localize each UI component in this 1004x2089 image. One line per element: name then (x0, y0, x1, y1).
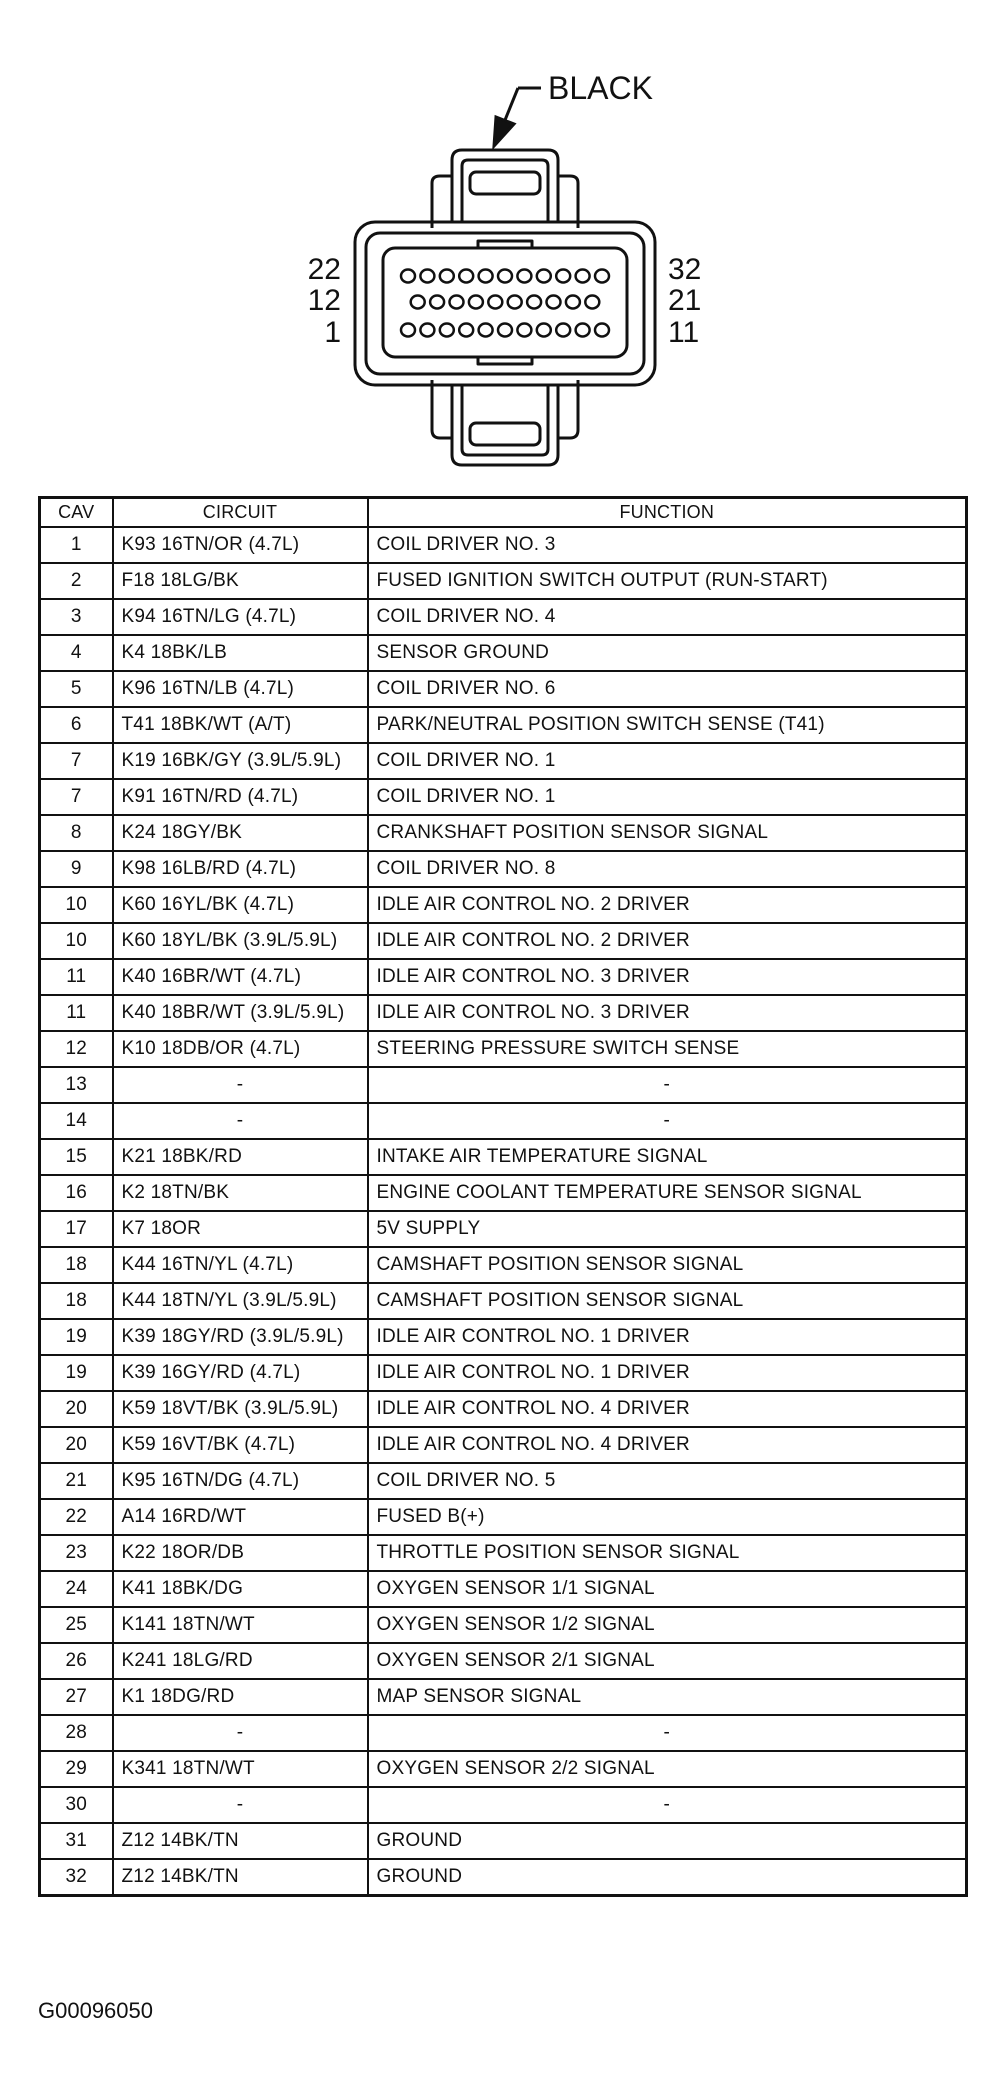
table-row (40, 1211, 967, 1247)
pin-cavity (537, 324, 551, 337)
pin-cavity (556, 324, 570, 337)
cav-cell: 26 (40, 1643, 113, 1679)
table-row (40, 743, 967, 779)
function-cell: IDLE AIR CONTROL NO. 3 DRIVER (368, 995, 967, 1031)
circuit-cell: - (113, 1715, 368, 1751)
header-function: FUNCTION (368, 498, 967, 528)
cav-cell: 16 (40, 1175, 113, 1211)
pin-cavity (576, 324, 590, 337)
table-row (40, 959, 967, 995)
cav-cell: 7 (40, 779, 113, 815)
pin-cavity (595, 270, 609, 283)
table-row (40, 1355, 967, 1391)
pin-cavity (420, 270, 434, 283)
cav-cell: 28 (40, 1715, 113, 1751)
circuit-cell: K94 16TN/LG (4.7L) (113, 599, 368, 635)
table-row (40, 887, 967, 923)
function-cell: OXYGEN SENSOR 1/1 SIGNAL (368, 1571, 967, 1607)
pin-cavity (459, 324, 473, 337)
pin-cavity (537, 270, 551, 283)
cav-cell: 24 (40, 1571, 113, 1607)
table-row (40, 671, 967, 707)
function-cell: - (368, 1715, 967, 1751)
circuit-cell: - (113, 1103, 368, 1139)
cav-cell: 5 (40, 671, 113, 707)
pin-cavity (440, 324, 454, 337)
cav-cell: 31 (40, 1823, 113, 1859)
function-cell: CAMSHAFT POSITION SENSOR SIGNAL (368, 1247, 967, 1283)
circuit-cell: A14 16RD/WT (113, 1499, 368, 1535)
pin-cavity (508, 296, 522, 309)
cav-cell: 22 (40, 1499, 113, 1535)
cav-cell: 4 (40, 635, 113, 671)
cav-cell: 10 (40, 923, 113, 959)
table-row (40, 599, 967, 635)
function-cell: SENSOR GROUND (368, 635, 967, 671)
pin-cavity (576, 270, 590, 283)
function-cell: IDLE AIR CONTROL NO. 4 DRIVER (368, 1391, 967, 1427)
table-row (40, 1319, 967, 1355)
connector-bottom-latch (452, 385, 558, 465)
table-row (40, 1859, 967, 1896)
cav-cell: 11 (40, 959, 113, 995)
circuit-cell: - (113, 1067, 368, 1103)
cav-cell: 11 (40, 995, 113, 1031)
table-row (40, 1643, 967, 1679)
cav-cell: 29 (40, 1751, 113, 1787)
circuit-cell: K21 18BK/RD (113, 1139, 368, 1175)
cav-cell: 21 (40, 1463, 113, 1499)
pin-cavity (469, 296, 483, 309)
circuit-cell: K39 16GY/RD (4.7L) (113, 1355, 368, 1391)
cav-cell: 19 (40, 1355, 113, 1391)
table-row (40, 1175, 967, 1211)
pin-cavity (411, 296, 425, 309)
table-row (40, 1067, 967, 1103)
function-cell: OXYGEN SENSOR 2/1 SIGNAL (368, 1643, 967, 1679)
connector-cavity-area (383, 248, 627, 357)
cav-cell: 19 (40, 1319, 113, 1355)
connector-shell (355, 222, 655, 385)
table-row (40, 1607, 967, 1643)
table-row (40, 923, 967, 959)
pin-label-22: 22 (307, 253, 341, 286)
function-cell: COIL DRIVER NO. 5 (368, 1463, 967, 1499)
pin-cavity (401, 324, 415, 337)
pin-cavity (498, 270, 512, 283)
pin-cavity (517, 324, 531, 337)
table-row (40, 1823, 967, 1859)
cav-cell: 18 (40, 1247, 113, 1283)
pin-label-11: 11 (668, 316, 700, 349)
cav-cell: 7 (40, 743, 113, 779)
cav-cell: 30 (40, 1787, 113, 1823)
function-cell: IDLE AIR CONTROL NO. 3 DRIVER (368, 959, 967, 995)
circuit-cell: K22 18OR/DB (113, 1535, 368, 1571)
arrow-icon (494, 117, 514, 146)
table-row (40, 1499, 967, 1535)
function-cell: THROTTLE POSITION SENSOR SIGNAL (368, 1535, 967, 1571)
cav-cell: 2 (40, 563, 113, 599)
table-row (40, 635, 967, 671)
table-row (40, 1247, 967, 1283)
function-cell: COIL DRIVER NO. 6 (368, 671, 967, 707)
circuit-cell: K241 18LG/RD (113, 1643, 368, 1679)
pin-cavity (479, 270, 493, 283)
circuit-cell: K4 18BK/LB (113, 635, 368, 671)
cav-cell: 8 (40, 815, 113, 851)
circuit-cell: K95 16TN/DG (4.7L) (113, 1463, 368, 1499)
pin-cavity (479, 324, 493, 337)
table-row (40, 1427, 967, 1463)
pinout-table (38, 496, 968, 1897)
function-cell: CAMSHAFT POSITION SENSOR SIGNAL (368, 1283, 967, 1319)
cav-cell: 25 (40, 1607, 113, 1643)
circuit-cell: K1 18DG/RD (113, 1679, 368, 1715)
circuit-cell: K41 18BK/DG (113, 1571, 368, 1607)
function-cell: IDLE AIR CONTROL NO. 2 DRIVER (368, 887, 967, 923)
table-row (40, 851, 967, 887)
pin-cavity (527, 296, 541, 309)
pin-cavity (401, 270, 415, 283)
pin-cavity (517, 270, 531, 283)
pin-cavity (585, 296, 599, 309)
cav-cell: 18 (40, 1283, 113, 1319)
circuit-cell: K91 16TN/RD (4.7L) (113, 779, 368, 815)
circuit-cell: K24 18GY/BK (113, 815, 368, 851)
table-row (40, 1463, 967, 1499)
table-row (40, 1751, 967, 1787)
table-row (40, 1139, 967, 1175)
function-cell: - (368, 1067, 967, 1103)
table-header-row (40, 498, 967, 528)
function-cell: FUSED B(+) (368, 1499, 967, 1535)
table-row (40, 563, 967, 599)
circuit-cell: K40 16BR/WT (4.7L) (113, 959, 368, 995)
connector-color-label: BLACK (548, 70, 653, 106)
circuit-cell: K44 16TN/YL (4.7L) (113, 1247, 368, 1283)
table-row (40, 815, 967, 851)
function-cell: PARK/NEUTRAL POSITION SWITCH SENSE (T41) (368, 707, 967, 743)
pin-cavity (430, 296, 444, 309)
circuit-cell: K44 18TN/YL (3.9L/5.9L) (113, 1283, 368, 1319)
table-row (40, 1535, 967, 1571)
pin-cavity (547, 296, 561, 309)
cav-cell: 27 (40, 1679, 113, 1715)
cav-cell: 3 (40, 599, 113, 635)
cav-cell: 14 (40, 1103, 113, 1139)
table-row (40, 1103, 967, 1139)
circuit-cell: K59 18VT/BK (3.9L/5.9L) (113, 1391, 368, 1427)
pin-cavity (498, 324, 512, 337)
circuit-cell: K60 16YL/BK (4.7L) (113, 887, 368, 923)
pin-cavity (488, 296, 502, 309)
circuit-cell: K96 16TN/LB (4.7L) (113, 671, 368, 707)
function-cell: OXYGEN SENSOR 2/2 SIGNAL (368, 1751, 967, 1787)
table-row (40, 1283, 967, 1319)
function-cell: CRANKSHAFT POSITION SENSOR SIGNAL (368, 815, 967, 851)
table-row (40, 1571, 967, 1607)
circuit-cell: K341 18TN/WT (113, 1751, 368, 1787)
circuit-cell: Z12 14BK/TN (113, 1823, 368, 1859)
cav-cell: 12 (40, 1031, 113, 1067)
function-cell: GROUND (368, 1859, 967, 1896)
function-cell: IDLE AIR CONTROL NO. 1 DRIVER (368, 1319, 967, 1355)
function-cell: IDLE AIR CONTROL NO. 1 DRIVER (368, 1355, 967, 1391)
circuit-cell: Z12 14BK/TN (113, 1859, 368, 1896)
figure-id: G00096050 (38, 1998, 153, 2023)
function-cell: STEERING PRESSURE SWITCH SENSE (368, 1031, 967, 1067)
table-row (40, 1787, 967, 1823)
pin-label-32: 32 (668, 253, 702, 286)
circuit-cell: K10 18DB/OR (4.7L) (113, 1031, 368, 1067)
table-row (40, 707, 967, 743)
function-cell: IDLE AIR CONTROL NO. 4 DRIVER (368, 1427, 967, 1463)
circuit-cell: K98 16LB/RD (4.7L) (113, 851, 368, 887)
table-row (40, 1715, 967, 1751)
table-row (40, 527, 967, 563)
pin-label-21: 21 (668, 284, 702, 317)
pin-cavity (459, 270, 473, 283)
function-cell: COIL DRIVER NO. 4 (368, 599, 967, 635)
connector-diagram (0, 0, 1004, 495)
circuit-cell: K59 16VT/BK (4.7L) (113, 1427, 368, 1463)
function-cell: - (368, 1787, 967, 1823)
cav-cell: 13 (40, 1067, 113, 1103)
cav-cell: 6 (40, 707, 113, 743)
cav-cell: 15 (40, 1139, 113, 1175)
table-row (40, 779, 967, 815)
circuit-cell: K19 16BK/GY (3.9L/5.9L) (113, 743, 368, 779)
circuit-cell: F18 18LG/BK (113, 563, 368, 599)
function-cell: COIL DRIVER NO. 1 (368, 743, 967, 779)
function-cell: COIL DRIVER NO. 1 (368, 779, 967, 815)
cav-cell: 20 (40, 1427, 113, 1463)
table-row (40, 1679, 967, 1715)
pin-cavity (566, 296, 580, 309)
pin-cavity (450, 296, 464, 309)
circuit-cell: K60 18YL/BK (3.9L/5.9L) (113, 923, 368, 959)
pin-label-1: 1 (324, 316, 341, 349)
function-cell: 5V SUPPLY (368, 1211, 967, 1247)
function-cell: GROUND (368, 1823, 967, 1859)
function-cell: COIL DRIVER NO. 8 (368, 851, 967, 887)
function-cell: OXYGEN SENSOR 1/2 SIGNAL (368, 1607, 967, 1643)
cav-cell: 20 (40, 1391, 113, 1427)
cav-cell: 10 (40, 887, 113, 923)
function-cell: COIL DRIVER NO. 3 (368, 527, 967, 563)
pin-cavity (556, 270, 570, 283)
pin-cavity (440, 270, 454, 283)
function-cell: MAP SENSOR SIGNAL (368, 1679, 967, 1715)
pin-label-12: 12 (307, 284, 341, 317)
function-cell: FUSED IGNITION SWITCH OUTPUT (RUN-START) (368, 563, 967, 599)
function-cell: ENGINE COOLANT TEMPERATURE SENSOR SIGNAL (368, 1175, 967, 1211)
circuit-cell: - (113, 1787, 368, 1823)
function-cell: - (368, 1103, 967, 1139)
cav-cell: 9 (40, 851, 113, 887)
table-row (40, 1391, 967, 1427)
circuit-cell: K39 18GY/RD (3.9L/5.9L) (113, 1319, 368, 1355)
circuit-cell: K141 18TN/WT (113, 1607, 368, 1643)
pin-cavity (420, 324, 434, 337)
cav-cell: 23 (40, 1535, 113, 1571)
circuit-cell: K7 18OR (113, 1211, 368, 1247)
table-row (40, 995, 967, 1031)
cav-cell: 32 (40, 1859, 113, 1896)
function-cell: INTAKE AIR TEMPERATURE SIGNAL (368, 1139, 967, 1175)
header-cav: CAV (40, 498, 113, 528)
function-cell: IDLE AIR CONTROL NO. 2 DRIVER (368, 923, 967, 959)
cav-cell: 1 (40, 527, 113, 563)
pin-cavity (595, 324, 609, 337)
table-row (40, 1031, 967, 1067)
circuit-cell: K2 18TN/BK (113, 1175, 368, 1211)
circuit-cell: K40 18BR/WT (3.9L/5.9L) (113, 995, 368, 1031)
circuit-cell: T41 18BK/WT (A/T) (113, 707, 368, 743)
cav-cell: 17 (40, 1211, 113, 1247)
header-circuit: CIRCUIT (113, 498, 368, 528)
circuit-cell: K93 16TN/OR (4.7L) (113, 527, 368, 563)
